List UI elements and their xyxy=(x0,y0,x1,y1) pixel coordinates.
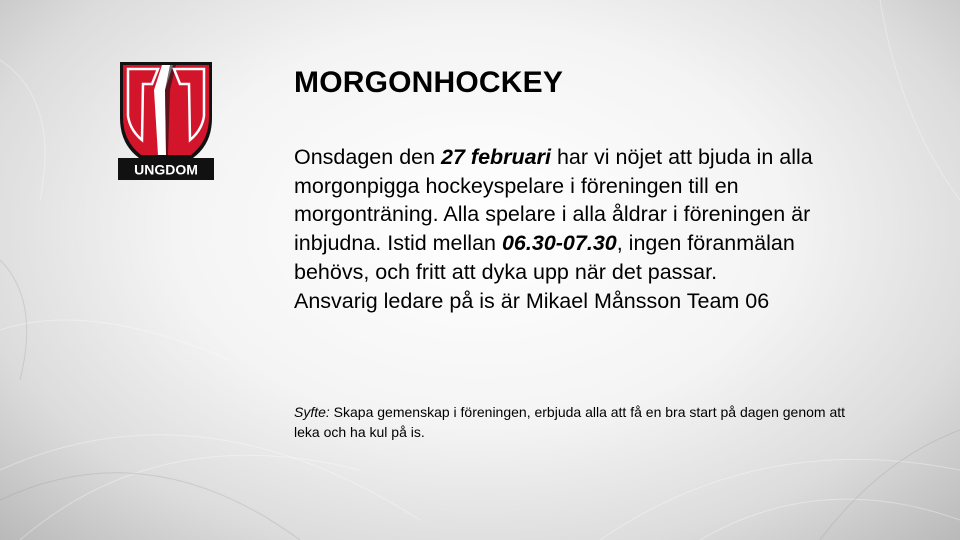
description-end: , ingen föranmälan behövs, och fritt att dyka upp när det passar. xyxy=(294,231,795,284)
slide-title: MORGONHOCKEY xyxy=(294,66,564,99)
slide-body xyxy=(294,143,854,315)
event-date: 27 februari xyxy=(441,145,551,169)
logo-text: UNGDOM xyxy=(134,161,198,178)
description-intro: Onsdagen den xyxy=(294,145,442,169)
responsible-leader: Ansvarig ledare på is är Mikael Månsson Team 06 xyxy=(294,288,770,313)
event-description xyxy=(294,143,854,287)
ice-time: 06.30-07.30 xyxy=(501,231,617,256)
description-middle: har vi nöjet att bjuda in alla morgonpigga hockeyspelare i föreningen till en morgonträning. Alla spelare i alla åldrar i föreningen är inbjudna. Istid mellan xyxy=(294,145,813,256)
purpose-text: Skapa gemenskap i föreningen, erbjuda alla att få en bra start på dagen genom att leka och ha kul på is. xyxy=(294,404,846,440)
purpose-label: Syfte: xyxy=(294,404,330,420)
ungdom-logo xyxy=(118,60,214,182)
purpose-note xyxy=(294,402,874,442)
